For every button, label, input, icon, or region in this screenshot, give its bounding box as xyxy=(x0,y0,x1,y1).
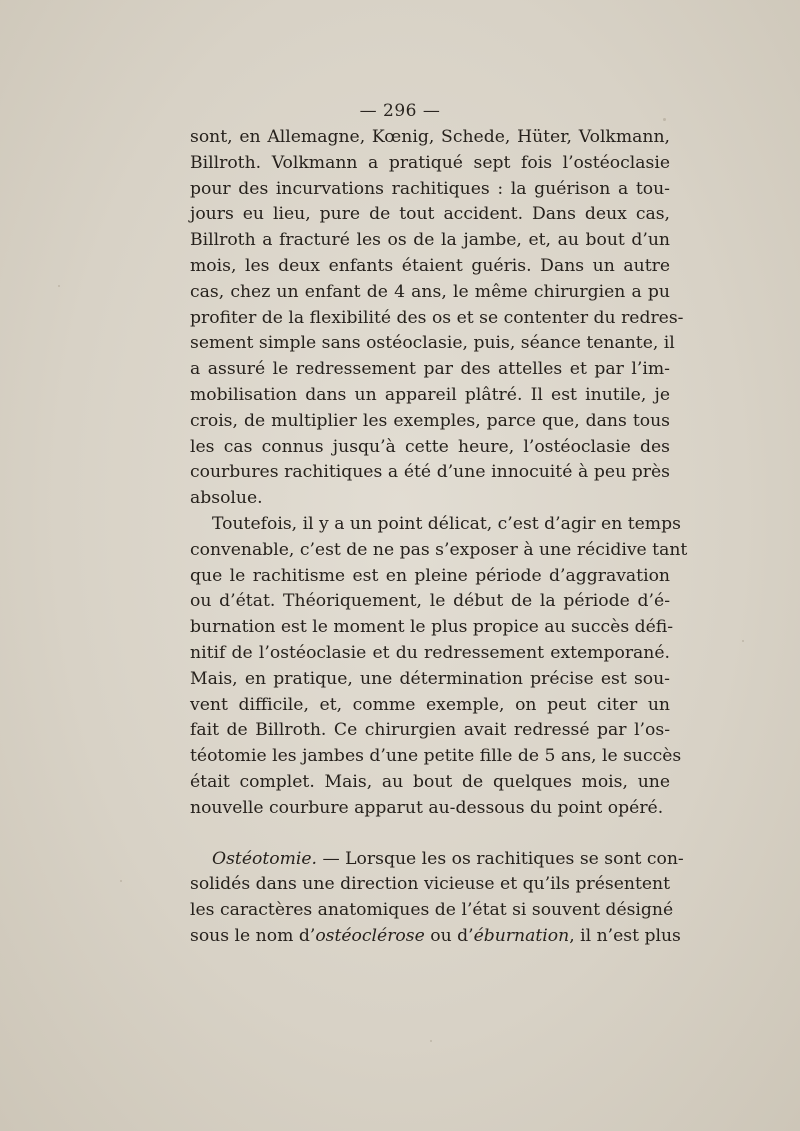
text-line: profiter de la flexibilité des os et se contenter du redres- xyxy=(190,307,684,328)
text-line: Billroth a fracturé les os de la jambe, et, au bout d’un xyxy=(190,230,670,251)
text-line: les cas connus jusqu’à cette heure, l’ostéoclasie des xyxy=(190,436,670,457)
paper-speck xyxy=(742,640,744,642)
text-run: ou d’ xyxy=(424,925,474,946)
text-line: absolue. xyxy=(190,488,263,509)
text-line: était complet. Mais, au bout de quelques mois, une xyxy=(190,771,670,792)
text-run: sous le nom d’ xyxy=(190,925,316,946)
body-text xyxy=(190,125,688,950)
paragraph-1 xyxy=(190,125,684,512)
text-line: burnation est le moment le plus propice au succès défi- xyxy=(190,617,674,638)
section-heading: Ostéotomie. xyxy=(212,848,318,869)
text-line: solidés dans une direction vicieuse et qu’ils présentent xyxy=(190,874,670,895)
paper-speck xyxy=(58,285,60,287)
text-line: a assuré le redressement par des attelles et par l’im- xyxy=(190,359,670,380)
text-line: pour des incurvations rachitiques : la guérison a tou- xyxy=(190,178,670,199)
text-line: sont, en Allemagne, Kœnig, Schede, Hüter, Volkmann, xyxy=(190,127,670,147)
text-line: cas, chez un enfant de 4 ans, le même chirurgien a pu xyxy=(190,281,670,302)
text-line: nitif de l’ostéoclasie et du redressement extemporané. xyxy=(190,642,670,663)
italic-term: éburnation xyxy=(473,925,570,946)
text-line: vent difficile, et, comme exemple, on peut citer un xyxy=(190,694,670,715)
text-run: — Lorsque les os rachitiques se sont con- xyxy=(317,848,684,869)
paragraph-3 xyxy=(190,847,684,950)
text-line: Mais, en pratique, une détermination précise est sou- xyxy=(190,668,670,689)
paper-speck xyxy=(430,1040,432,1042)
text-line xyxy=(190,847,684,873)
text-line: ou d’état. Théoriquement, le début de la période d’é- xyxy=(190,591,670,612)
paragraph-gap xyxy=(190,822,670,847)
text-line: téotomie les jambes d’une petite fille de 5 ans, le succès xyxy=(190,746,682,767)
text-line: Toutefois, il y a un point délicat, c’est d’agir en temps xyxy=(212,513,681,534)
text-line: jours eu lieu, pure de tout accident. Dans deux cas, xyxy=(190,204,670,225)
paragraph-2 xyxy=(190,512,688,822)
text-line: Billroth. Volkmann a pratiqué sept fois l’ostéoclasie xyxy=(190,152,670,173)
text-line: les caractères anatomiques de l’état si souvent désigné xyxy=(190,900,674,921)
text-line: nouvelle courbure apparut au-dessous du point opéré. xyxy=(190,797,664,818)
text-line: courbures rachitiques a été d’une innocuité à peu près xyxy=(190,462,670,483)
text-line: que le rachitisme est en pleine période d’aggravation xyxy=(190,565,670,586)
italic-term: ostéoclérose xyxy=(315,925,425,946)
paper-speck xyxy=(120,880,122,882)
page-number: — 296 — xyxy=(359,101,441,121)
text-line: fait de Billroth. Ce chirurgien avait redressé par l’os- xyxy=(190,720,670,741)
text-line: mois, les deux enfants étaient guéris. Dans un autre xyxy=(190,255,670,276)
text-line xyxy=(190,924,681,950)
text-line: convenable, c’est de ne pas s’exposer à une récidive tant xyxy=(190,539,688,560)
text-line: mobilisation dans un appareil plâtré. Il est inutile, je xyxy=(190,384,670,405)
text-line: crois, de multiplier les exemples, parce que, dans tous xyxy=(190,410,670,431)
text-run: , il n’est plus xyxy=(569,925,681,946)
text-line: sement simple sans ostéoclasie, puis, séance tenante, il xyxy=(190,333,675,354)
